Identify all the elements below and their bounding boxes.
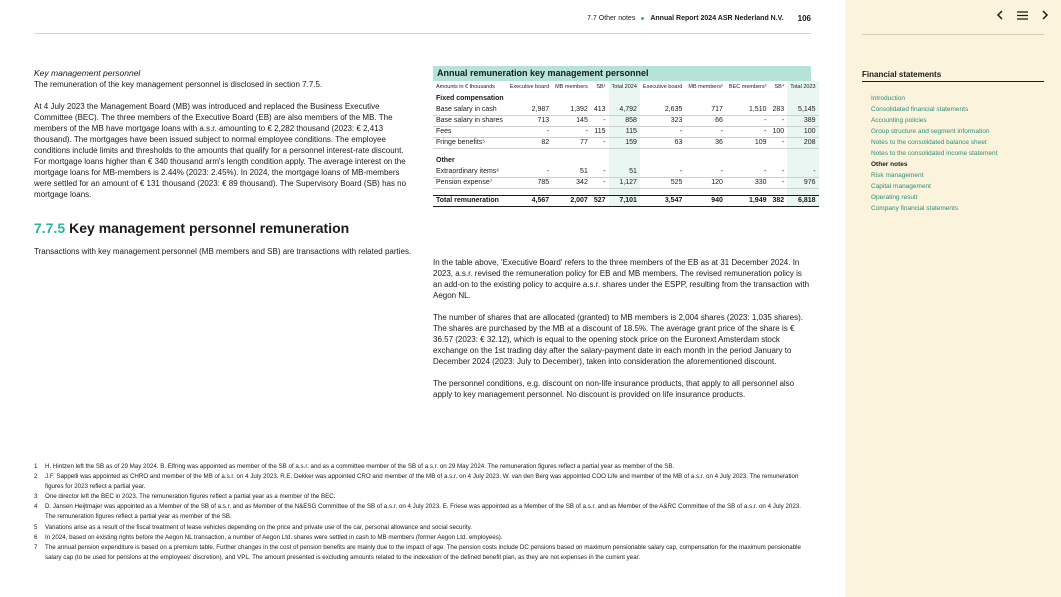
sidebar-title: Financial statements — [862, 70, 942, 79]
sidebar-link[interactable]: Notes to the consolidated balance sheet — [871, 139, 987, 146]
column-header: BEC members³ — [728, 84, 767, 90]
footnote — [34, 492, 812, 502]
table-amounts-label: Amounts in € thousands — [436, 84, 496, 90]
table-cell — [507, 93, 552, 104]
table-cell: 36 — [685, 137, 726, 148]
table-row — [433, 115, 819, 126]
table-title: Annual remuneration key management personnel — [433, 66, 811, 81]
table-cell — [640, 155, 685, 166]
table-cell: 1,949 — [726, 195, 770, 206]
row-label: Total remuneration — [433, 195, 507, 206]
table-cell: - — [552, 126, 591, 137]
table-row — [433, 137, 819, 148]
footnote-text: One director left the BEC in 2023. The remuneration figures reflect a partial year as a member of the BEC. — [45, 493, 336, 501]
sidebar-title-divider — [862, 81, 1044, 82]
table-cell — [770, 93, 788, 104]
table-cell: 51 — [552, 166, 591, 177]
table-cell: 63 — [640, 137, 685, 148]
table-cell: 713 — [507, 115, 552, 126]
footnote-text: The annual pension expenditure is based on a premium table. Further changes in the cost of pension benefits are mainly due to the impact of age. The pension costs include DC pensions based on maximum pensionable salary cap, compensation for the maximum pensionable salary cap (to be used for pensions at the employees' discretion), and VPL. The amount presented is excluding amounts related to the indexation of the defined benefit plan, as they are not expenses in the current year. — [45, 543, 801, 561]
table-cell — [640, 93, 685, 104]
right-paragraph-2: The number of shares that are allocated (granted) to MB members is 2,004 shares (2023: 1,035 shares). The shares are purchased by the MB at a discount of 18.5%. The average grant price of the share is € 36.57 (2023: € 32.12), which is equal to the opening stock price on the Euronext Amsterdam stock exchange on the 1st trading day after the salary-payment date in each month in the period January to December 2024 (2023: July to December), taken into consideration the aforementioned discount. — [433, 313, 803, 366]
footnote — [34, 472, 812, 492]
table-cell — [685, 155, 726, 166]
table-group-row — [433, 93, 819, 104]
column-header: Executive board — [509, 84, 550, 90]
table-cell: 1,127 — [609, 177, 640, 188]
footnote-text: H. Hintzen left the SB as of 29 May 2024. B. Elfring was appointed as member of the SB of a.s.r. and as a committee member of the SB of a.s.r. on 29 May 2024. The remuneration figures reflect a partial year as member of the SB. — [45, 463, 675, 470]
table-cell: - — [591, 115, 609, 126]
sidebar-nav — [996, 10, 1049, 20]
table-cell: 323 — [640, 115, 685, 126]
table-cell: 100 — [770, 126, 788, 137]
table-cell: 330 — [726, 177, 770, 188]
table-cell: 77 — [552, 137, 591, 148]
footnote — [34, 533, 812, 543]
table-cell: - — [726, 126, 770, 137]
column-header: Total 2023 — [787, 81, 818, 93]
table-cell — [685, 93, 726, 104]
table-cell: 66 — [685, 115, 726, 126]
table-cell: 109 — [726, 137, 770, 148]
footnote-number: 7 — [34, 543, 38, 551]
table-cell — [609, 148, 640, 155]
table-cell: 2,635 — [640, 104, 685, 115]
row-label: Base salary in cash — [433, 104, 507, 115]
table-spacer — [433, 188, 819, 195]
right-paragraph-1: In the table above, 'Executive Board' refers to the three members of the EB as at 31 December 2024. In 2023, a.s.r. revised the remuneration policy for EB and MB members. The revised remuneration policy is an add-on to the existing policy to acquire a.s.r. shares under the ESPP, resulting from the transaction with Aegon NL. — [433, 258, 810, 300]
sidebar-link[interactable]: Capital management — [871, 183, 931, 190]
table-cell: - — [507, 166, 552, 177]
remuneration-grid — [433, 81, 819, 207]
table-cell — [726, 93, 770, 104]
table-cell — [507, 148, 552, 155]
sidebar-link[interactable]: Group structure and segment information — [871, 128, 990, 135]
column-header: Total 2024 — [609, 81, 640, 93]
table-cell: 7,101 — [609, 195, 640, 206]
table-total-row — [433, 195, 819, 206]
table-cell: 82 — [507, 137, 552, 148]
footnote-text: In 2024, based on existing rights before the Aegon NL transaction, a number of Aegon Ltd. shares were settled in cash to MB members (former Aegon Ltd. employees). — [45, 533, 503, 541]
prev-page-icon[interactable] — [996, 10, 1004, 20]
table-cell — [591, 188, 609, 195]
row-label: Fringe benefits⁵ — [433, 137, 507, 148]
table-row — [433, 166, 819, 177]
table-cell — [507, 188, 552, 195]
header-report-title: Annual Report 2024 ASR Nederland N.V. — [650, 15, 784, 22]
footnote-number: 1 — [34, 463, 38, 470]
table-cell — [552, 148, 591, 155]
table-cell: 2,007 — [552, 195, 591, 206]
next-page-icon[interactable] — [1041, 10, 1049, 20]
table-cell: 4,792 — [609, 104, 640, 115]
column-header: SB⁴ — [774, 84, 785, 90]
table-cell: 283 — [770, 104, 788, 115]
table-cell — [770, 148, 788, 155]
table-cell: - — [591, 137, 609, 148]
row-label: Base salary in shares — [433, 115, 507, 126]
table-cell — [726, 148, 770, 155]
table-cell — [507, 155, 552, 166]
table-cell: 413 — [591, 104, 609, 115]
header-dot — [641, 17, 644, 20]
table-cell: 6,818 — [787, 195, 818, 206]
sidebar-link[interactable]: Company financial statements — [871, 205, 959, 212]
row-label: Extraordinary items⁶ — [433, 166, 507, 177]
table-cell — [787, 155, 818, 166]
table-cell: 159 — [609, 137, 640, 148]
table-cell: 717 — [685, 104, 726, 115]
table-cell: - — [685, 126, 726, 137]
left-column — [34, 68, 412, 200]
table-cell — [787, 188, 818, 195]
section-number: 7.7.5 — [34, 220, 66, 236]
table-cell — [552, 188, 591, 195]
header-divider — [34, 33, 811, 34]
footnote — [34, 462, 812, 472]
footnote-text: J.F. Sappelli was appointed as CHRO and member of the MB of a.s.r. on 4 July 2023. R.E. Dekker was appointed CRO and member of the MB of a.s.r. on 4 July 2023. W. van den Berg was appointed COO Life and member of the MB of a.s.r. on 4 July 2023. The remuneration figures for 2023 reflect a partial year. — [45, 473, 799, 491]
footnote-number: 4 — [34, 503, 38, 511]
table-cell: 976 — [787, 177, 818, 188]
table-cell — [726, 188, 770, 195]
table-cell — [685, 188, 726, 195]
table-cell: 4,567 — [507, 195, 552, 206]
footnote — [34, 502, 812, 522]
row-label: Fixed compensation — [436, 95, 504, 102]
table-cell: - — [726, 115, 770, 126]
table-cell: 115 — [591, 126, 609, 137]
table-cell — [591, 155, 609, 166]
table-cell: - — [685, 166, 726, 177]
footnote — [34, 523, 812, 533]
table-cell: 5,145 — [787, 104, 818, 115]
table-cell: 51 — [609, 166, 640, 177]
table-row — [433, 177, 819, 188]
right-paragraph-3: The personnel conditions, e.g. discount on non-life insurance products, that apply to all personnel also apply to key management personnel. No discount is provided on life insurance products. — [433, 379, 795, 399]
row-label — [433, 188, 507, 195]
kmp-heading: Key management personnel — [34, 68, 141, 78]
footnote — [34, 543, 812, 563]
table-cell — [640, 148, 685, 155]
sidebar-link[interactable]: Other notes — [871, 161, 908, 168]
kmp-paragraph: At 4 July 2023 the Management Board (MB) was introduced and replaced the Business Executive Committee (BEC). The three members of the Executive Board (EB) are also members of the MB. The members of the MB have mortgage loans with a.s.r. amounting to € 2,282 thousand (2023: € 2,413 thousand). The mortgages have been issued subject to normal employee conditions. The employee conditions include limits and thresholds to the amounts that qualify for a personnel interest-rate discount. For mortgage loans higher than € 340 thousand arm's length condition apply. The average interest on the mortgage loans for MB-members is 2.44% (2023: 2.45%). In 2024, the mortgage loans of MB-members were settled for an amount of € 131 thousand (2023: € 89 thousand). The Supervisory Board (SB) has no mortgage loans. — [34, 102, 407, 199]
table-cell — [609, 155, 640, 166]
table-cell: 389 — [787, 115, 818, 126]
table-cell: 1,392 — [552, 104, 591, 115]
header-section: 7.7 Other notes — [587, 15, 636, 22]
sidebar-link[interactable]: Risk management — [871, 172, 924, 179]
table-cell — [685, 148, 726, 155]
table-cell — [770, 188, 788, 195]
row-label: Pension expense⁷ — [433, 177, 507, 188]
remuneration-table — [433, 66, 816, 207]
footnote-number: 3 — [34, 493, 38, 501]
table-group-row — [433, 155, 819, 166]
table-cell: 115 — [609, 126, 640, 137]
table-cell — [552, 93, 591, 104]
footnote-number: 2 — [34, 473, 38, 481]
table-cell: 120 — [685, 177, 726, 188]
table-cell: 3,547 — [640, 195, 685, 206]
page-header — [587, 14, 811, 23]
table-cell — [640, 188, 685, 195]
sidebar-link[interactable]: Accounting policies — [871, 117, 927, 124]
table-cell: 785 — [507, 177, 552, 188]
table-row — [433, 104, 819, 115]
table-cell: - — [770, 166, 788, 177]
sidebar-link[interactable]: Notes to the consolidated income statement — [871, 150, 998, 157]
table-cell — [591, 148, 609, 155]
table-cell — [770, 155, 788, 166]
table-cell: - — [770, 137, 788, 148]
footnotes — [34, 462, 812, 563]
table-cell: - — [770, 177, 788, 188]
row-label — [433, 148, 507, 155]
table-cell: 858 — [609, 115, 640, 126]
footnote-text: Variations arise as a result of the fiscal treatment of lease vehicles depending on the price and private use of the car, personal allowance and social security. — [45, 523, 472, 531]
table-cell: - — [770, 115, 788, 126]
column-header: MB members² — [688, 84, 723, 90]
row-label: Other — [436, 157, 455, 164]
sidebar-top-divider — [862, 34, 1044, 35]
table-cell: 1,510 — [726, 104, 770, 115]
table-cell: 525 — [640, 177, 685, 188]
menu-icon[interactable] — [1017, 11, 1028, 20]
table-cell: - — [640, 126, 685, 137]
column-header: MB members — [555, 84, 588, 90]
table-cell: 100 — [787, 126, 818, 137]
sidebar-link[interactable]: Introduction — [871, 95, 905, 102]
kmp-intro: The remuneration of the key management personnel is disclosed in section 7.7.5. — [34, 80, 323, 89]
sidebar-nav-list — [871, 93, 1051, 214]
table-cell: - — [591, 177, 609, 188]
sidebar — [845, 0, 1061, 597]
table-cell: 940 — [685, 195, 726, 206]
row-label: Fees — [433, 126, 507, 137]
table-cell: - — [726, 166, 770, 177]
table-header-row — [433, 81, 819, 93]
sidebar-link[interactable]: Operating result — [871, 194, 918, 201]
footnote-number: 5 — [34, 523, 38, 531]
table-cell: 208 — [787, 137, 818, 148]
transactions-text: Transactions with key management personnel (MB members and SB) are transactions with related parties. — [34, 247, 412, 256]
footnote-number: 6 — [34, 533, 38, 541]
sidebar-link[interactable]: Consolidated financial statements — [871, 106, 969, 113]
section-title-text: Key management personnel remuneration — [69, 220, 350, 236]
table-cell: - — [640, 166, 685, 177]
table-cell: 145 — [552, 115, 591, 126]
table-cell — [787, 148, 818, 155]
table-cell: - — [787, 166, 818, 177]
footnote-text: D. Jansen Heijtmajer was appointed as a Member of the SB of a.s.r. and as Member of the N&ESG Committee of the SB of a.s.r. on 4 July 2023. E. Friese was appointed as a Member of the SB of a.s.r. and as Member of the A&RC Committee of the SB of a.s.r. on 4 July 2023. The remuneration figures reflect a partial year as member of the SB. — [45, 503, 801, 521]
table-row — [433, 126, 819, 137]
table-cell — [591, 93, 609, 104]
table-cell — [609, 188, 640, 195]
table-cell: 382 — [770, 195, 788, 206]
table-cell: 527 — [591, 195, 609, 206]
table-cell — [552, 155, 591, 166]
table-spacer — [433, 148, 819, 155]
table-cell: 342 — [552, 177, 591, 188]
table-cell: - — [507, 126, 552, 137]
table-cell — [726, 155, 770, 166]
table-cell: 2,987 — [507, 104, 552, 115]
page-number: 106 — [797, 14, 811, 23]
table-cell — [787, 93, 818, 104]
section-title — [34, 220, 349, 236]
column-header: SB¹ — [596, 84, 606, 90]
column-header: Executive board — [642, 84, 683, 90]
table-cell — [609, 93, 640, 104]
table-cell: - — [591, 166, 609, 177]
